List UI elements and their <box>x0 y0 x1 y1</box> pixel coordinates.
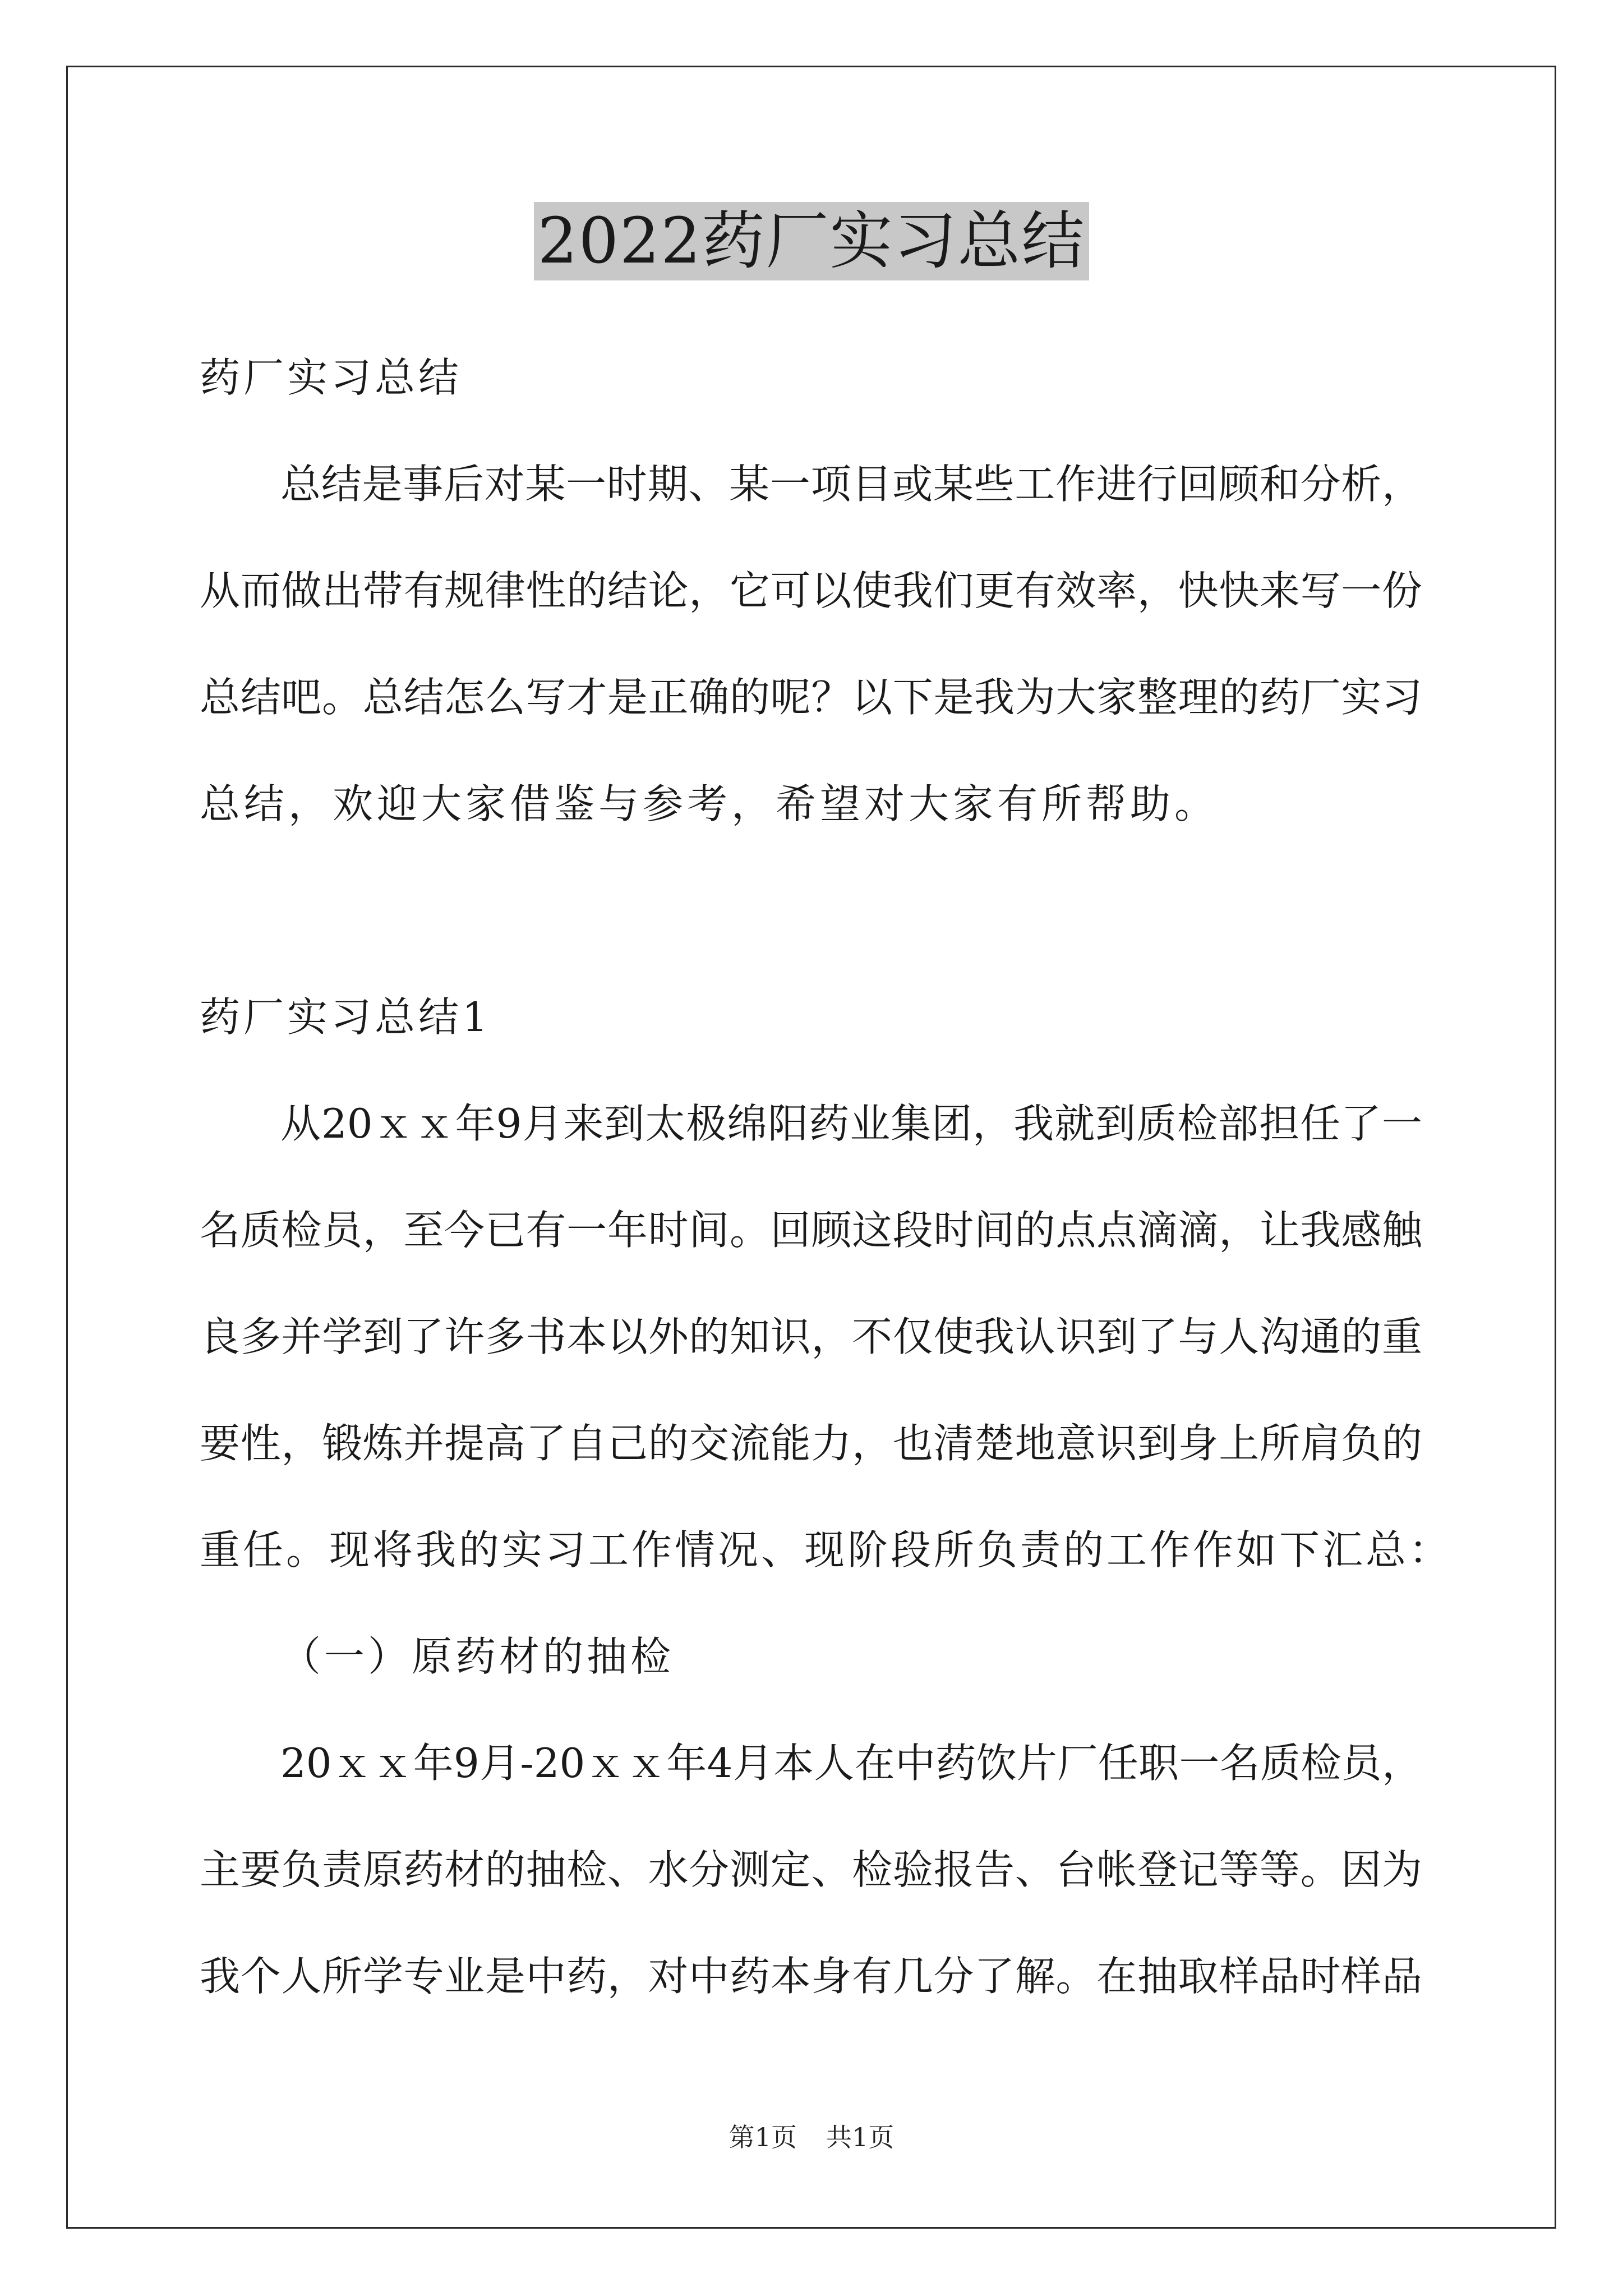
intro-line-1: 总结是事后对某一时期、某一项目或某些工作进行回顾和分析， <box>280 461 1422 508</box>
subheading-1: （一）原药材的抽检 <box>280 1633 675 1680</box>
page-footer <box>0 2122 1623 2153</box>
sub1-line-1: 20ｘｘ年9月-20ｘｘ年4月本人在中药饮片厂任职一名质检员， <box>280 1740 1422 1787</box>
sub1-line-3: 我个人所学专业是中药，对中药本身有几分了解。在抽取样品时样品 <box>200 1953 1422 2000</box>
section1-line-4: 要性，锻炼并提高了自己的交流能力，也清楚地意识到身上所肩负的 <box>200 1420 1422 1467</box>
section1-line-2: 名质检员，至今已有一年时间。回顾这段时间的点点滴滴，让我感触 <box>200 1207 1422 1254</box>
section1-line-3: 良多并学到了许多书本以外的知识，不仅使我认识到了与人沟通的重 <box>200 1313 1422 1360</box>
section-heading-1: 药厂实习总结1 <box>200 993 491 1041</box>
section1-line-5: 重任。现将我的实习工作情况、现阶段所负责的工作作如下汇总： <box>200 1526 1453 1573</box>
subtitle: 药厂实习总结 <box>200 354 463 401</box>
document-title: 2022药厂实习总结 <box>534 202 1089 280</box>
sub1-line-2: 主要负责原药材的抽检、水分测定、检验报告、台帐登记等等。因为 <box>200 1846 1422 1893</box>
intro-line-2: 从而做出带有规律性的结论，它可以使我们更有效率，快快来写一份 <box>200 567 1422 614</box>
intro-line-4: 总结，欢迎大家借鉴与参考，希望对大家有所帮助。 <box>200 780 1219 827</box>
section1-line-1: 从20ｘｘ年9月来到太极绵阳药业集团，我就到质检部担任了一 <box>280 1100 1422 1147</box>
intro-line-3: 总结吧。总结怎么写才是正确的呢？以下是我为大家整理的药厂实习 <box>200 674 1422 721</box>
page-total: 共1页 <box>826 2122 895 2152</box>
title-container <box>0 202 1623 280</box>
page-number: 第1页 <box>728 2122 797 2152</box>
